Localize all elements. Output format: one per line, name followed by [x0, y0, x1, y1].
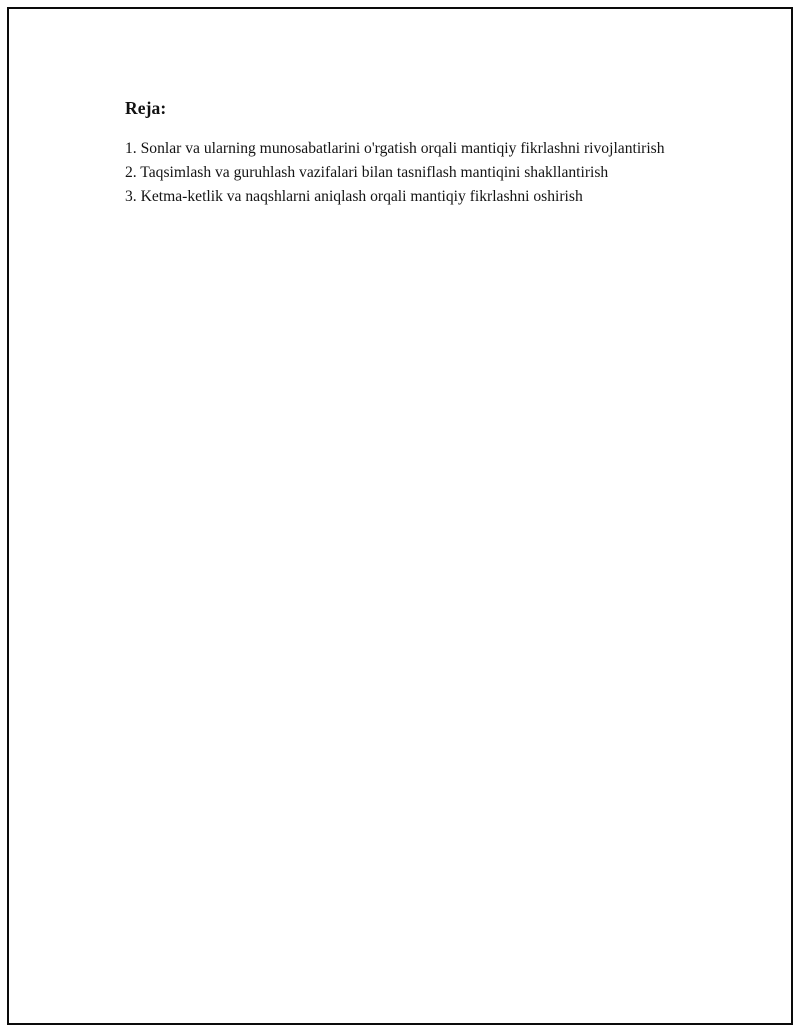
page-title: Reja: [125, 98, 167, 118]
list-item: 1. Sonlar va ularning munosabatlarini o'rgatish orqali mantiqiy fikrlashni rivojlantirish [125, 140, 665, 157]
page-border-frame [7, 7, 793, 1025]
heading-body-spacer [125, 123, 685, 137]
list-item: 3. Ketma-ketlik va naqshlarni aniqlash orqali mantiqiy fikrlashni oshirish [125, 188, 583, 205]
plan-list [125, 137, 673, 209]
document-content [125, 97, 685, 209]
list-item: 2. Taqsimlash va guruhlash vazifalari bilan tasniflash mantiqini shakllantirish [125, 164, 609, 181]
